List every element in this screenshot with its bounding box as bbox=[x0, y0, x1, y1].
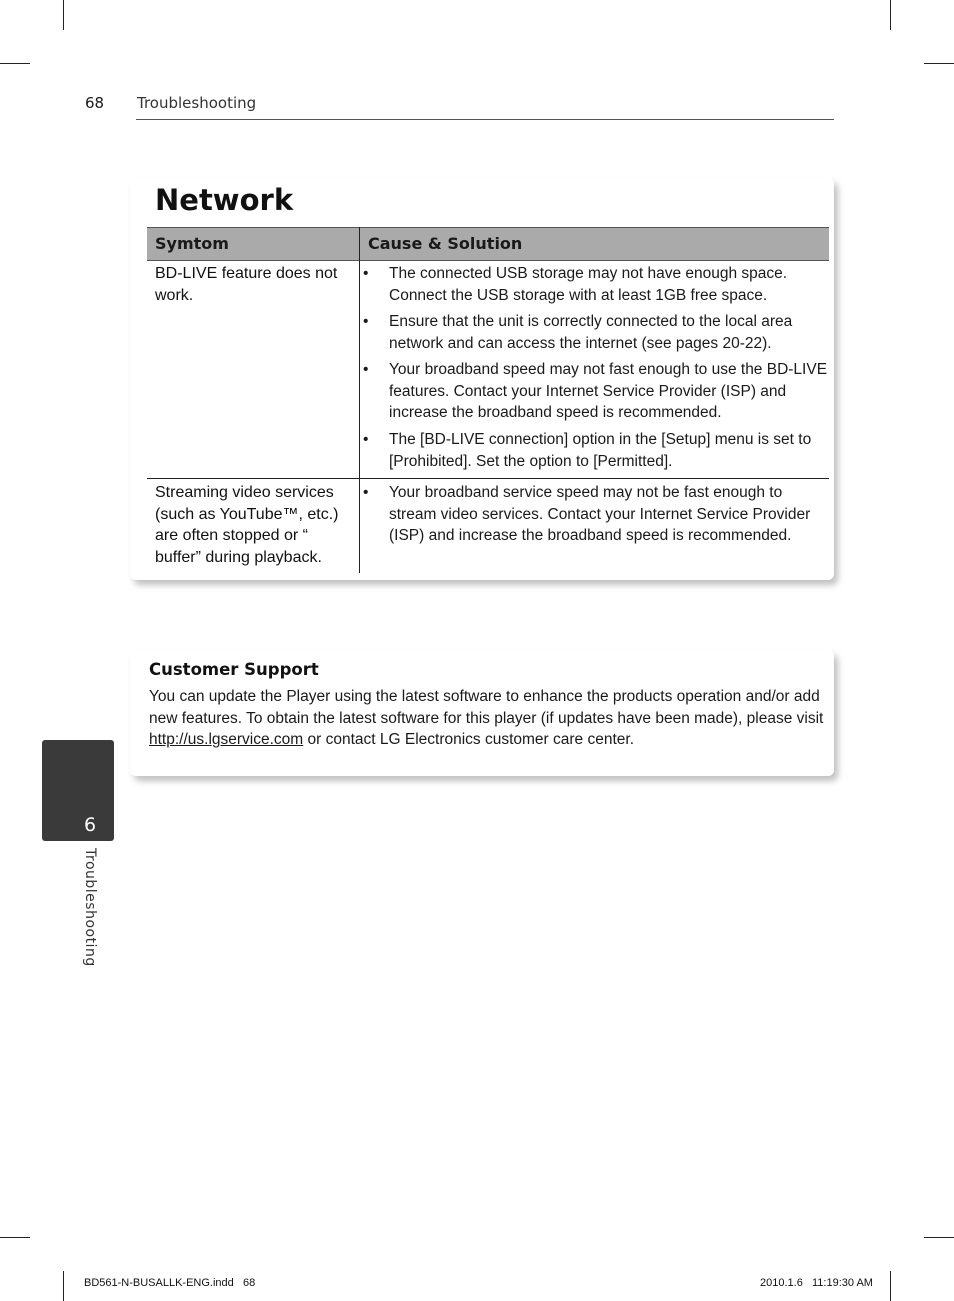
chapter-label: Troubleshooting bbox=[82, 848, 98, 967]
customer-support-title: Customer Support bbox=[149, 660, 319, 679]
list-item-text: Ensure that the unit is correctly connected to the local area network and can access the internet (see pages 20-22). bbox=[389, 313, 793, 352]
column-header-cause: Cause & Solution bbox=[368, 234, 523, 253]
list-item-text: Your broadband service speed may not be fast enough to stream video services. Contact your Internet Service Provider (ISP) and increase the broadband speed is recommended. bbox=[389, 484, 811, 544]
support-text-outro: or contact LG Electronics customer care center. bbox=[303, 731, 635, 748]
crop-mark bbox=[890, 0, 891, 30]
crop-mark bbox=[0, 63, 30, 64]
table-row-symptom: BD-LIVE feature does not work. bbox=[155, 265, 338, 304]
list-item-text: Your broadband speed may not fast enough to use the BD-LIVE features. Contact your Internet Service Provider (ISP) and increase the broadband speed is recommended. bbox=[389, 361, 828, 421]
column-header-symptom: Symtom bbox=[155, 234, 229, 253]
list-item-text: The [BD-LIVE connection] option in the [Setup] menu is set to [Prohibited]. Set the option to [Permitted]. bbox=[389, 431, 812, 470]
customer-support-text bbox=[149, 686, 829, 751]
header-rule bbox=[136, 119, 834, 120]
table-header bbox=[147, 227, 829, 261]
bullet-icon: • bbox=[363, 484, 369, 501]
support-text-intro: You can update the Player using the latest software to enhance the products operation and/or add new features. To obtain the latest software for this player (if updates have been made), please visit bbox=[149, 688, 824, 727]
crop-mark bbox=[63, 1271, 64, 1301]
footer-timestamp: 2010.1.6 11:19:30 AM bbox=[760, 1277, 873, 1289]
table-row-symptom: Streaming video services (such as YouTube™, etc.) are often stopped or “ buffer” during playback. bbox=[155, 484, 339, 566]
bullet-icon: • bbox=[363, 265, 369, 282]
crop-mark bbox=[63, 0, 64, 30]
row-divider bbox=[147, 478, 829, 479]
bullet-icon: • bbox=[363, 313, 369, 330]
chapter-tab bbox=[42, 740, 114, 841]
page-number: 68 bbox=[85, 94, 105, 112]
crop-mark bbox=[890, 1271, 891, 1301]
crop-mark bbox=[924, 63, 954, 64]
bullet-icon: • bbox=[363, 431, 369, 448]
crop-mark bbox=[0, 1237, 30, 1238]
crop-mark bbox=[924, 1237, 954, 1238]
running-header: Troubleshooting bbox=[137, 94, 257, 112]
chapter-number: 6 bbox=[84, 814, 97, 836]
section-title: Network bbox=[155, 183, 294, 217]
list-item-text: The connected USB storage may not have enough space. Connect the USB storage with at least 1GB free space. bbox=[389, 265, 788, 304]
column-divider bbox=[359, 227, 360, 573]
bullet-icon: • bbox=[363, 361, 369, 378]
support-link[interactable]: http://us.lgservice.com bbox=[149, 731, 304, 748]
footer-file: BD561-N-BUSALLK-ENG.indd 68 bbox=[84, 1277, 256, 1289]
